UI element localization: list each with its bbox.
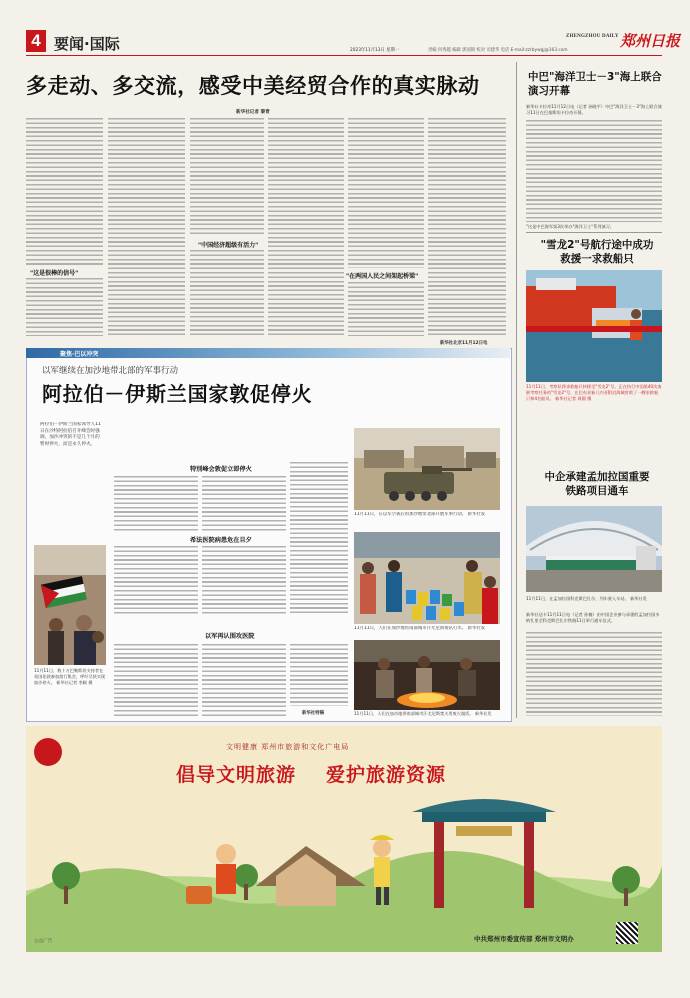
article-column bbox=[428, 118, 506, 336]
focus-text bbox=[114, 644, 198, 718]
article-column bbox=[26, 118, 103, 266]
ad-qr-code bbox=[616, 922, 638, 944]
military-caption: 11月11日，在以军空袭后的加沙地带北部开展军事行动。 新华社发 bbox=[354, 512, 486, 517]
ad-logo bbox=[34, 738, 62, 766]
london-caption: 11月11日，数十万巴勒斯坦支持者在英国伦敦参加游行集会，呼吁尽快实现加沙停火。 新华社记者 李颖 摄 bbox=[34, 668, 106, 685]
article-column bbox=[348, 118, 424, 268]
story-divider bbox=[526, 232, 662, 233]
story3-lead: 新华社达卡11月11日电（记者 孙楠）由中国企业参与承建的孟加拉国多纳扎里至科克斯巴扎尔铁路11日举行通车仪式。 bbox=[526, 612, 660, 623]
story1-headline bbox=[528, 70, 662, 98]
section-title: 要闻·国际 bbox=[54, 35, 120, 53]
focus-text bbox=[202, 644, 286, 718]
ad-corner: 公益广告 bbox=[34, 939, 53, 944]
water-queue-caption: 11月11日，人们在加沙地带南部城市汗尤尼斯排队打水。 新华社发 bbox=[354, 626, 486, 631]
cooking-fire-caption: 11月11日，人们在加沙地带南部城市汗尤尼斯焚火用废火做饭。 新华社发 bbox=[354, 711, 492, 716]
ad-banner bbox=[26, 726, 662, 952]
ad-footer: 中共郑州市委宣传部 郑州市文明办 bbox=[474, 935, 574, 943]
right-divider bbox=[516, 62, 517, 718]
focus-subhead-3: 以军再认围攻医院 bbox=[205, 633, 255, 640]
focus-label-text: 聚焦·巴以冲突 bbox=[60, 351, 99, 358]
focus-label bbox=[26, 348, 510, 358]
focus-subhead-2: 希法医院病患危在旦夕 bbox=[190, 537, 252, 544]
header-rule bbox=[26, 55, 662, 56]
ad-top-line: 文明健康 郑州市旅游和文化广电局 bbox=[226, 743, 350, 751]
paper-name-en: ZHENGZHOU DAILY bbox=[566, 34, 619, 39]
focus-intro: 阿拉伯－伊斯兰国家领导人11日在沙特阿拉伯召开峰会时强调，加沙冲突的不是几个月的暂时停火，而是永久停火。 bbox=[40, 422, 101, 447]
cooking-fire-photo bbox=[354, 640, 500, 710]
subhead-3: "在两国人民之间架起桥梁" bbox=[346, 273, 419, 280]
subhead-1: "这是很棒的信号" bbox=[30, 270, 79, 277]
focus-byline: 新华社特稿 bbox=[302, 711, 324, 716]
main-headline: 多走动、多交流，感受中美经贸合作的真实脉动 bbox=[26, 74, 480, 98]
xuelong-photo bbox=[526, 270, 662, 382]
editor-line: 责编 何秀越 编辑 郭国锦 校对 司建华 电话 E-mail:zzrbywgj@163.com bbox=[428, 48, 568, 53]
main-byline: 新华社记者 黎青 bbox=[236, 110, 270, 115]
page-header bbox=[0, 0, 690, 56]
london-rally-photo bbox=[34, 545, 106, 665]
article-column bbox=[348, 282, 424, 336]
focus-text bbox=[290, 462, 348, 614]
focus-text bbox=[202, 476, 286, 532]
article-column bbox=[190, 250, 264, 336]
focus-text bbox=[202, 546, 286, 614]
main-dateline: 新华社北京11月12日电 bbox=[440, 341, 488, 346]
story1-end: "这是中巴海军第3次举办"海洋卫士"系列演习。 bbox=[526, 224, 615, 229]
focus-text bbox=[114, 476, 198, 532]
article-column bbox=[26, 278, 103, 336]
focus-subhead-1: 特別峰会敦促立即停火 bbox=[190, 466, 252, 473]
focus-text bbox=[290, 644, 348, 706]
article-column bbox=[108, 118, 185, 336]
story2-headline: "雪龙2"号航行途中成功救援一求救船只 bbox=[540, 239, 654, 265]
railway-photo bbox=[526, 506, 662, 592]
ad-slogan-right: 爱护旅游资源 bbox=[326, 764, 447, 786]
story1-headline-text: 中巴"海洋卫士－3"海上联合演习开幕 bbox=[528, 71, 662, 97]
paper-name-cn: 郑州日报 bbox=[620, 32, 681, 50]
story3-headline: 中企承建孟加拉国重要铁路项目通车 bbox=[544, 471, 650, 497]
page-number: 4 bbox=[26, 30, 46, 52]
xuelong-caption: 11月11日，考察队将求救船只转移至"雪龙2"号。正在执行中国第40次南极考察任务的"雪龙2"号，在巴布亚新几内亚附近海域营救了一艘求救船只和4名船员。 新华社记者 周圆 摄 bbox=[526, 384, 662, 401]
story1-text bbox=[526, 120, 662, 222]
article-column bbox=[190, 118, 264, 236]
story3-text bbox=[526, 632, 662, 716]
ad-slogan-left: 倡导文明旅游 bbox=[176, 764, 297, 786]
water-queue-photo bbox=[354, 532, 500, 624]
article-column bbox=[268, 118, 344, 336]
focus-kicker: 以军继续在加沙地带北部的军事行动 bbox=[42, 366, 179, 376]
military-photo bbox=[354, 428, 500, 510]
railway-caption: 11月11日，在孟加拉国科克斯巴扎尔，列车驶入车站。 新华社发 bbox=[526, 596, 647, 601]
date-line: 2023年11月13日 星期一 bbox=[350, 48, 400, 53]
subhead-2: "中国经济超级有活力" bbox=[198, 242, 259, 249]
focus-headline: 阿拉伯－伊斯兰国家敦促停火 bbox=[42, 382, 313, 406]
story1-lead: 新华社卡拉奇11月12日电（记者 孙晓平）中巴"海洋卫士－3"海上联合演习11日在巴基斯坦卡拉奇开幕。 bbox=[526, 104, 662, 115]
focus-text bbox=[114, 546, 198, 614]
